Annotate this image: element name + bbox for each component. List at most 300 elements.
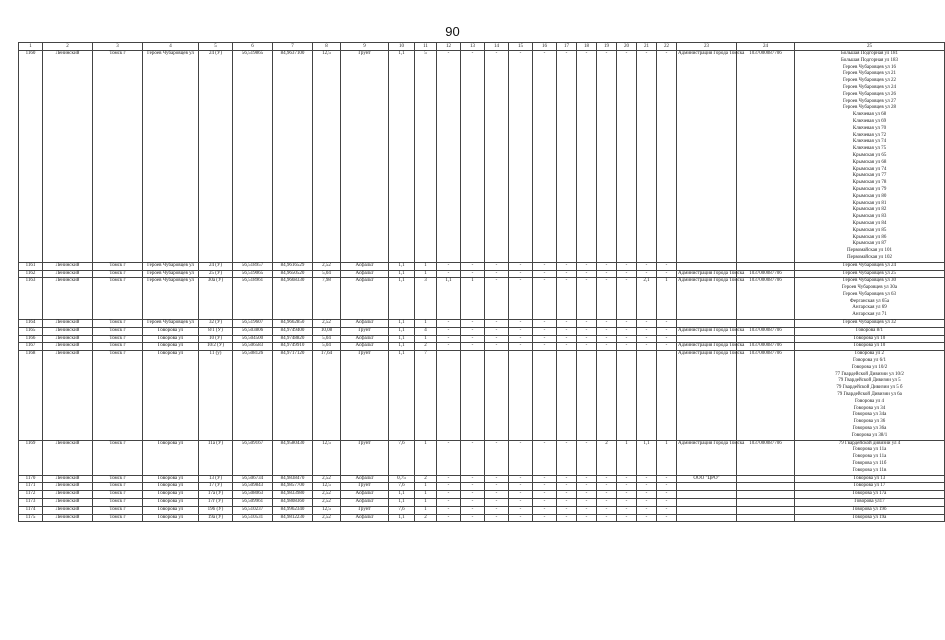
address-item: Говорова ул 36а xyxy=(852,426,887,432)
table-cell: 10/2 (У) xyxy=(199,343,233,351)
table-cell: 1,1 xyxy=(389,320,415,328)
table-cell: Грунт xyxy=(341,440,389,475)
table-cell: - xyxy=(437,270,461,278)
table-cell: - xyxy=(617,262,637,270)
address-item: Говорова ул 11б xyxy=(852,461,887,467)
table-cell: - xyxy=(461,499,485,507)
table-cell: Администрация Города Томска xyxy=(677,270,737,278)
address-item: Ферганская ул 65а xyxy=(849,298,890,304)
table-cell: 1,1 xyxy=(389,51,415,263)
table-cell: Говорова ул xyxy=(143,514,199,522)
table-cell: 2,52 xyxy=(313,475,341,483)
table-cell: - xyxy=(657,475,677,483)
table-cell: - xyxy=(657,262,677,270)
address-item: Крымская ул 74 xyxy=(852,166,887,172)
table-row xyxy=(19,499,945,507)
table-cell: - xyxy=(557,483,577,491)
address-item: Говорова ул 19б xyxy=(852,506,887,512)
table-row xyxy=(19,506,945,514)
table-cell: Ленинский xyxy=(43,514,93,522)
table-cell: Ленинский xyxy=(43,475,93,483)
table-cell: - xyxy=(485,327,509,335)
table-cell: - xyxy=(657,335,677,343)
table-cell: 7,6 xyxy=(389,506,415,514)
table-cell: - xyxy=(657,483,677,491)
address-item: Говорова ул 10/2 xyxy=(851,364,888,370)
table-cell: - xyxy=(437,320,461,328)
table-cell: 2 xyxy=(597,440,617,475)
table-cell: Грунт xyxy=(341,327,389,335)
table-cell: Томск г xyxy=(93,320,143,328)
column-header: 9 xyxy=(341,43,389,51)
table-cell: 1 xyxy=(415,483,437,491)
table-cell xyxy=(461,351,485,440)
table-cell: 1,1 xyxy=(389,327,415,335)
table-cell: 1037000087706 xyxy=(737,343,795,351)
address-list xyxy=(795,343,945,351)
table-cell: 56,510531 xyxy=(233,514,273,522)
address-item: Говорова ул 11в xyxy=(852,467,887,473)
address-item: Крымская ул 83 xyxy=(852,214,887,220)
table-cell: - xyxy=(485,475,509,483)
table-cell: 56,506583 xyxy=(233,343,273,351)
address-item: Героев Чубаровцев ул 16 xyxy=(843,64,896,70)
register-table xyxy=(18,42,945,522)
table-cell: - xyxy=(617,343,637,351)
address-item: Говорова ул 34а xyxy=(852,412,887,418)
table-cell: 1 xyxy=(415,262,437,270)
table-cell: - xyxy=(533,483,557,491)
address-item: Героев Чубаровцев ул 32 xyxy=(843,320,896,326)
address-item: 79 Гвардейской Дивизии ул 5 б xyxy=(836,385,903,391)
table-cell: 56,503806 xyxy=(233,327,273,335)
table-cell: - xyxy=(597,499,617,507)
table-cell: 56,518961 xyxy=(233,278,273,320)
table-cell: - xyxy=(533,270,557,278)
address-item: Ключевая ул 75 xyxy=(852,146,887,152)
address-list xyxy=(795,491,945,499)
table-cell: Асфальт xyxy=(341,514,389,522)
column-header: 7 xyxy=(273,43,313,51)
table-cell: 84,9838470 xyxy=(273,475,313,483)
table-cell: Героев Чубаровцев ул xyxy=(143,262,199,270)
table-cell: Томск г xyxy=(93,335,143,343)
header-row xyxy=(19,43,945,51)
table-cell: - xyxy=(617,483,637,491)
table-cell: Говорова ул xyxy=(143,343,199,351)
table-cell: - xyxy=(557,514,577,522)
table-cell: - xyxy=(509,327,533,335)
table-cell: - xyxy=(533,327,557,335)
table-cell: - xyxy=(437,335,461,343)
table-cell: 56,519607 xyxy=(233,320,273,328)
table-cell: 1 xyxy=(415,506,437,514)
column-header: 11 xyxy=(415,43,437,51)
table-cell: Говорова ул xyxy=(143,440,199,475)
table-cell: - xyxy=(557,51,577,263)
column-header: 18 xyxy=(577,43,597,51)
table-cell: - xyxy=(637,327,657,335)
table-cell: - xyxy=(637,475,657,483)
table-cell: - xyxy=(577,327,597,335)
address-item: Говорова ул17 xyxy=(854,499,885,504)
table-cell: 2 xyxy=(415,475,437,483)
table-cell: - xyxy=(597,270,617,278)
table-cell: - xyxy=(461,506,485,514)
table-cell: 84,9812230 xyxy=(273,514,313,522)
address-list xyxy=(795,506,945,514)
table-cell: 5 xyxy=(415,51,437,263)
table-cell: 1160 xyxy=(19,51,43,263)
table-cell: - xyxy=(533,278,557,320)
address-item: Крымская ул 68 xyxy=(852,159,887,165)
table-cell: - xyxy=(557,499,577,507)
table-cell: - xyxy=(637,491,657,499)
table-cell: - xyxy=(577,440,597,475)
table-cell: 56,509167 xyxy=(233,440,273,475)
table-cell: - xyxy=(577,475,597,483)
table-cell: - xyxy=(557,270,577,278)
address-item: Героев Чубаровцев ул 26 xyxy=(843,91,896,97)
table-cell: Говорова ул xyxy=(143,351,199,440)
address-item: Крымская ул 77 xyxy=(852,173,887,179)
table-cell: 84,9616529 xyxy=(273,262,313,270)
address-item: Крымская ул 84 xyxy=(852,220,887,226)
table-cell: Асфальт xyxy=(341,278,389,320)
table-cell: 1 xyxy=(415,320,437,328)
table-cell: 1 xyxy=(415,440,437,475)
table-cell: - xyxy=(485,270,509,278)
address-item: Крымская ул 86 xyxy=(852,234,887,240)
table-cell xyxy=(485,351,509,440)
table-cell xyxy=(737,262,795,270)
table-cell: - xyxy=(577,506,597,514)
table-cell: - xyxy=(485,51,509,263)
address-item: Говорова 8/1 xyxy=(856,327,883,333)
table-cell: 56,506734 xyxy=(233,475,273,483)
table-cell: 1169 xyxy=(19,440,43,475)
table-cell: - xyxy=(557,506,577,514)
table-cell: - xyxy=(509,320,533,328)
table-cell: - xyxy=(533,491,557,499)
table-cell: - xyxy=(637,262,657,270)
column-header: 6 xyxy=(233,43,273,51)
table-row xyxy=(19,491,945,499)
table-cell: Ленинский xyxy=(43,51,93,263)
table-cell: 8/1 (У) xyxy=(199,327,233,335)
table-cell: - xyxy=(577,499,597,507)
table-cell: 1,1 xyxy=(389,270,415,278)
column-header: 4 xyxy=(143,43,199,51)
table-cell: - xyxy=(577,320,597,328)
address-list xyxy=(795,262,945,270)
table-cell: - xyxy=(533,262,557,270)
table-cell: Томск г xyxy=(93,327,143,335)
table-cell xyxy=(677,262,737,270)
table-cell: - xyxy=(597,343,617,351)
table-cell: - xyxy=(597,278,617,320)
table-cell: 11 (у) xyxy=(199,351,233,440)
table-cell: 30а (У) xyxy=(199,278,233,320)
column-header: 23 xyxy=(677,43,737,51)
address-item: Ключевая ул 69 xyxy=(852,118,887,124)
table-cell xyxy=(657,351,677,440)
table-cell xyxy=(677,483,737,491)
table-row xyxy=(19,278,945,320)
table-cell: - xyxy=(617,506,637,514)
table-cell: 84,9717120 xyxy=(273,351,313,440)
table-cell: - xyxy=(597,320,617,328)
table-cell: - xyxy=(637,506,657,514)
table-cell: - xyxy=(485,506,509,514)
table-cell: Томск г xyxy=(93,270,143,278)
table-cell: - xyxy=(577,514,597,522)
table-cell: 0,75 xyxy=(389,475,415,483)
address-item: Героев Чубаровцев ул 28 xyxy=(843,105,896,111)
table-cell: 1,1 xyxy=(389,514,415,522)
address-item: Крымская ул 80 xyxy=(852,193,887,199)
address-item: Говорова ул 34 xyxy=(853,405,886,411)
table-cell: - xyxy=(533,440,557,475)
table-cell: 32 (У) xyxy=(199,320,233,328)
table-cell xyxy=(737,499,795,507)
table-cell xyxy=(737,335,795,343)
table-cell: 1037000087706 xyxy=(737,278,795,320)
table-cell: 84,9833980 xyxy=(273,491,313,499)
table-cell: Ленинский xyxy=(43,335,93,343)
address-item: Героев Чубаровцев ул 27 xyxy=(843,98,896,104)
table-cell: - xyxy=(509,514,533,522)
column-header: 13 xyxy=(461,43,485,51)
table-cell: 2,52 xyxy=(313,499,341,507)
table-cell: - xyxy=(657,491,677,499)
table-cell: - xyxy=(597,335,617,343)
table-cell: 11а (У) xyxy=(199,440,233,475)
table-cell: - xyxy=(461,51,485,263)
address-item: Ключевая ул 74 xyxy=(852,139,887,145)
table-cell: - xyxy=(461,327,485,335)
address-item: Первомайская ул 102 xyxy=(847,254,892,260)
table-cell: - xyxy=(617,278,637,320)
table-cell xyxy=(677,320,737,328)
table-cell: 1,1 xyxy=(389,262,415,270)
address-item: Говорова ул 10 xyxy=(853,343,886,349)
table-cell: - xyxy=(461,262,485,270)
table-cell: - xyxy=(509,262,533,270)
column-header: 19 xyxy=(597,43,617,51)
table-cell: Администрация Города Томска xyxy=(677,278,737,320)
table-cell: 19а (У) xyxy=(199,514,233,522)
table-cell: 2,1 xyxy=(637,278,657,320)
table-cell: Говорова ул xyxy=(143,335,199,343)
table-cell: 2 xyxy=(415,514,437,522)
table-cell: - xyxy=(617,499,637,507)
address-list xyxy=(795,499,945,507)
table-cell: 84,9749400 xyxy=(273,327,313,335)
table-cell: Томск г xyxy=(93,483,143,491)
address-item: Говорова ул 2 xyxy=(854,351,885,357)
table-cell: 2,52 xyxy=(313,514,341,522)
table-cell: - xyxy=(485,483,509,491)
table-cell: - xyxy=(485,335,509,343)
table-cell xyxy=(557,351,577,440)
table-cell: - xyxy=(485,514,509,522)
table-cell: - xyxy=(461,270,485,278)
table-cell: 1167 xyxy=(19,343,43,351)
table-cell: - xyxy=(485,491,509,499)
table-cell: - xyxy=(437,475,461,483)
table-cell xyxy=(509,351,533,440)
table-cell: 1165 xyxy=(19,327,43,335)
table-cell xyxy=(597,351,617,440)
table-row xyxy=(19,483,945,491)
table-cell: 17 (У) xyxy=(199,483,233,491)
address-item: Героев Чубаровцев ул 30 xyxy=(843,278,896,284)
table-cell: - xyxy=(577,262,597,270)
table-cell: - xyxy=(597,262,617,270)
table-cell: - xyxy=(577,51,597,263)
table-cell: - xyxy=(597,51,617,263)
table-cell: 56,508063 xyxy=(233,491,273,499)
table-cell xyxy=(533,351,557,440)
table-cell: 1 xyxy=(617,440,637,475)
table-cell: 17г (У) xyxy=(199,499,233,507)
table-cell: Ленинский xyxy=(43,499,93,507)
column-header: 10 xyxy=(389,43,415,51)
table-cell: 1173 xyxy=(19,499,43,507)
table-cell: - xyxy=(657,514,677,522)
table-cell: Говорова ул xyxy=(143,483,199,491)
address-item: Говорова ул 36 xyxy=(853,419,886,425)
table-cell: 19б (У) xyxy=(199,506,233,514)
table-cell: - xyxy=(637,514,657,522)
table-cell: Героев Чубаровцев ул xyxy=(143,320,199,328)
table-cell: - xyxy=(657,320,677,328)
table-cell: - xyxy=(557,491,577,499)
table-cell: 1,1 xyxy=(437,278,461,320)
table-cell: - xyxy=(617,335,637,343)
table-header xyxy=(19,43,945,51)
table-cell: Администрация Города Томска xyxy=(677,327,737,335)
table-cell: 25 (У) xyxy=(199,270,233,278)
table-cell: 7 xyxy=(415,351,437,440)
column-header: 1 xyxy=(19,43,43,51)
table-cell: Говорова ул xyxy=(143,491,199,499)
table-cell: - xyxy=(533,514,557,522)
table-cell: - xyxy=(577,278,597,320)
address-item: Говорова ул 13 xyxy=(853,475,886,481)
table-cell: - xyxy=(597,506,617,514)
column-header: 15 xyxy=(509,43,533,51)
address-item: 79 Гвардейской Дивизии ул 5 xyxy=(838,378,901,384)
table-cell: Ленинский xyxy=(43,270,93,278)
table-cell: - xyxy=(657,499,677,507)
table-cell: 1162 xyxy=(19,270,43,278)
table-cell: - xyxy=(597,475,617,483)
table-cell: - xyxy=(533,343,557,351)
table-row xyxy=(19,343,945,351)
column-header: 25 xyxy=(795,43,945,51)
table-cell: Администрация Города Томска xyxy=(677,343,737,351)
table-cell: 5,04 xyxy=(313,335,341,343)
table-cell: 1,1 xyxy=(389,499,415,507)
table-cell: 84,9637100 xyxy=(273,51,313,263)
table-cell: - xyxy=(557,335,577,343)
address-item: Ключевая ул 72 xyxy=(852,132,887,138)
table-cell: 1175 xyxy=(19,514,43,522)
table-cell: 56,508126 xyxy=(233,351,273,440)
table-cell: 56,504500 xyxy=(233,335,273,343)
table-cell: 1037000087706 xyxy=(737,327,795,335)
table-cell: - xyxy=(509,491,533,499)
address-list xyxy=(795,475,945,483)
address-item: Говорова ул 6/1 xyxy=(853,358,886,364)
table-cell: - xyxy=(637,343,657,351)
table-cell: - xyxy=(437,343,461,351)
table-cell: Томск г xyxy=(93,506,143,514)
table-cell: 84,9580430 xyxy=(273,440,313,475)
table-row xyxy=(19,327,945,335)
table-cell: - xyxy=(437,440,461,475)
table-cell: Томск г xyxy=(93,343,143,351)
address-item: Говорова ул 19а xyxy=(852,514,887,520)
address-item: Героев Чубаровцев ул 24 xyxy=(843,84,896,90)
address-item: Большая Подгорная ул 183 xyxy=(840,57,899,63)
table-cell: - xyxy=(533,51,557,263)
table-cell: 84,9668330 xyxy=(273,278,313,320)
table-cell: - xyxy=(437,327,461,335)
table-cell: - xyxy=(557,343,577,351)
address-item: 79 Гвардейской дивизии ул 4 xyxy=(838,440,901,446)
table-cell: - xyxy=(509,475,533,483)
table-cell: - xyxy=(577,343,597,351)
table-cell xyxy=(637,351,657,440)
table-cell: - xyxy=(437,506,461,514)
table-cell: 2,52 xyxy=(313,262,341,270)
table-cell: 1,1 xyxy=(389,335,415,343)
table-cell: Грунт xyxy=(341,351,389,440)
address-item: Героев Чубаровцев ул 22 xyxy=(843,78,896,84)
table-cell: 12,5 xyxy=(313,440,341,475)
table-cell: 12,5 xyxy=(313,483,341,491)
table-cell: 1,1 xyxy=(389,278,415,320)
table-cell: 17а (У) xyxy=(199,491,233,499)
table-cell: Говорова ул xyxy=(143,327,199,335)
table-cell: - xyxy=(485,343,509,351)
table-cell xyxy=(737,475,795,483)
table-cell: - xyxy=(577,491,597,499)
address-item: Крымская ул 82 xyxy=(852,207,887,213)
table-cell: Администрация Города Томска xyxy=(677,440,737,475)
table-cell: - xyxy=(461,335,485,343)
table-cell: 84,9748820 xyxy=(273,335,313,343)
table-cell: Грунт xyxy=(341,483,389,491)
table-cell: 1166 xyxy=(19,335,43,343)
table-cell: - xyxy=(461,343,485,351)
table-cell: 24 (У) xyxy=(199,51,233,263)
address-item: Говорова ул 10 xyxy=(853,335,886,341)
address-list xyxy=(795,270,945,278)
address-list xyxy=(795,351,945,440)
table-cell: - xyxy=(597,514,617,522)
table-row xyxy=(19,514,945,522)
address-item: Героев Чубаровцев ул 21 xyxy=(843,71,896,77)
table-cell: 1171 xyxy=(19,483,43,491)
table-cell: - xyxy=(437,499,461,507)
address-item: Говорова ул 17а xyxy=(852,491,887,497)
address-item: Ангарская ул 69 xyxy=(852,305,887,311)
table-cell xyxy=(677,506,737,514)
